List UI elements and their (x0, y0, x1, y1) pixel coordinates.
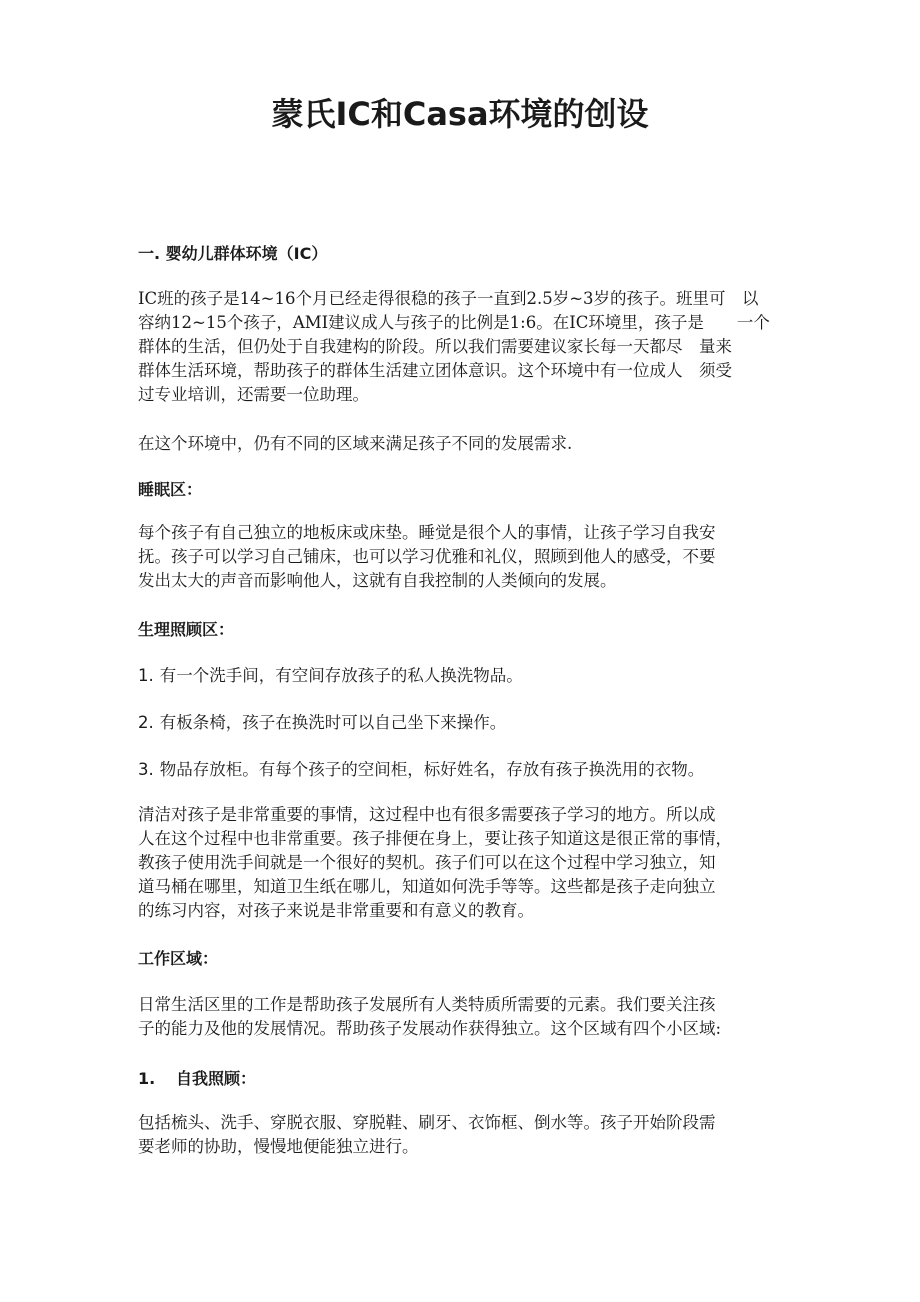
list-item (138, 664, 523, 688)
paragraph-line: 包括梳头、洗手、穿脱衣服、穿脱鞋、刷牙、衣饰框、倒水等。孩子开始阶段需 (138, 1113, 716, 1132)
subhead-label: 自我照顾： (176, 1069, 257, 1088)
list-item (138, 711, 506, 735)
list-item-number: 1. (138, 666, 154, 685)
paragraph-line: 日常生活区里的工作是帮助孩子发展所有人类特质所需要的元素。我们要关注孩 (138, 995, 716, 1014)
care-area-heading: 生理照顾区： (138, 620, 235, 639)
document-title: 蒙氏IC和Casa环境的创设 (271, 95, 649, 133)
paragraph-line: 容纳12~15个孩子，AMI建议成人与孩子的比例是1:6。在IC环境里，孩子是 一个 (138, 313, 770, 332)
paragraph-line: 群体生活环境，帮助孩子的群体生活建立团体意识。这个环境中有一位成人 须受 (138, 361, 732, 380)
paragraph-line: 清洁对孩子是非常重要的事情，这过程中也有很多需要孩子学习的地方。所以成 (138, 805, 716, 824)
paragraph-line: 的练习内容，对孩子来说是非常重要和有意义的教育。 (138, 901, 534, 920)
sleep-area-paragraph (138, 521, 793, 593)
subhead-number: 1. (138, 1069, 156, 1088)
section-heading-ic: 一. 婴幼儿群体环境（IC） (138, 244, 328, 263)
sleep-area-heading: 睡眠区： (138, 480, 203, 499)
paragraph-line: 人在这个过程中也非常重要。孩子排便在身上，要让孩子知道这是很正常的事情， (138, 829, 732, 848)
list-item-number: 3. (138, 760, 154, 779)
list-item-text: 有一个洗手间，有空间存放孩子的私人换洗物品。 (159, 666, 523, 685)
areas-intro-paragraph: 在这个环境中，仍有不同的区域来满足孩子不同的发展需求. (138, 434, 573, 453)
paragraph-line: 每个孩子有自己独立的地板床或床垫。睡觉是很个人的事情，让孩子学习自我安 (138, 523, 716, 542)
paragraph-line: 教孩子使用洗手间就是一个很好的契机。孩子们可以在这个过程中学习独立，知 (138, 853, 716, 872)
self-care-paragraph (138, 1111, 793, 1159)
paragraph-line: 子的能力及他的发展情况。帮助孩子发展动作获得独立。这个区域有四个小区域: (138, 1019, 722, 1038)
work-area-heading: 工作区域： (138, 949, 219, 968)
list-item-text: 有板条椅，孩子在换洗时可以自己坐下来操作。 (159, 713, 507, 732)
paragraph-line: 要老师的协助，慢慢地便能独立进行。 (138, 1137, 419, 1156)
list-item-text: 物品存放柜。有每个孩子的空间柜，标好姓名，存放有孩子换洗用的衣物。 (159, 760, 705, 779)
paragraph-line: IC班的孩子是14~16个月已经走得很稳的孩子一直到2.5岁~3岁的孩子。班里可 以 (138, 289, 759, 308)
list-item (138, 758, 704, 782)
paragraph-line: 发出太大的声音而影响他人，这就有自我控制的人类倾向的发展。 (138, 571, 617, 590)
list-item-number: 2. (138, 713, 154, 732)
paragraph-line: 抚。孩子可以学习自己铺床，也可以学习优雅和礼仪，照顾到他人的感受，不要 (138, 547, 716, 566)
paragraph-line: 过专业培训，还需要一位助理。 (138, 385, 369, 404)
paragraph-line: 群体的生活，但仍处于自我建构的阶段。所以我们需要建议家长每一天都尽 量来 (138, 337, 732, 356)
paragraph-line: 道马桶在哪里，知道卫生纸在哪儿，知道如何洗手等等。这些都是孩子走向独立 (138, 877, 716, 896)
work-area-paragraph (138, 993, 793, 1041)
intro-paragraph (138, 287, 793, 407)
cleaning-paragraph (138, 803, 793, 923)
self-care-heading (138, 1067, 256, 1091)
